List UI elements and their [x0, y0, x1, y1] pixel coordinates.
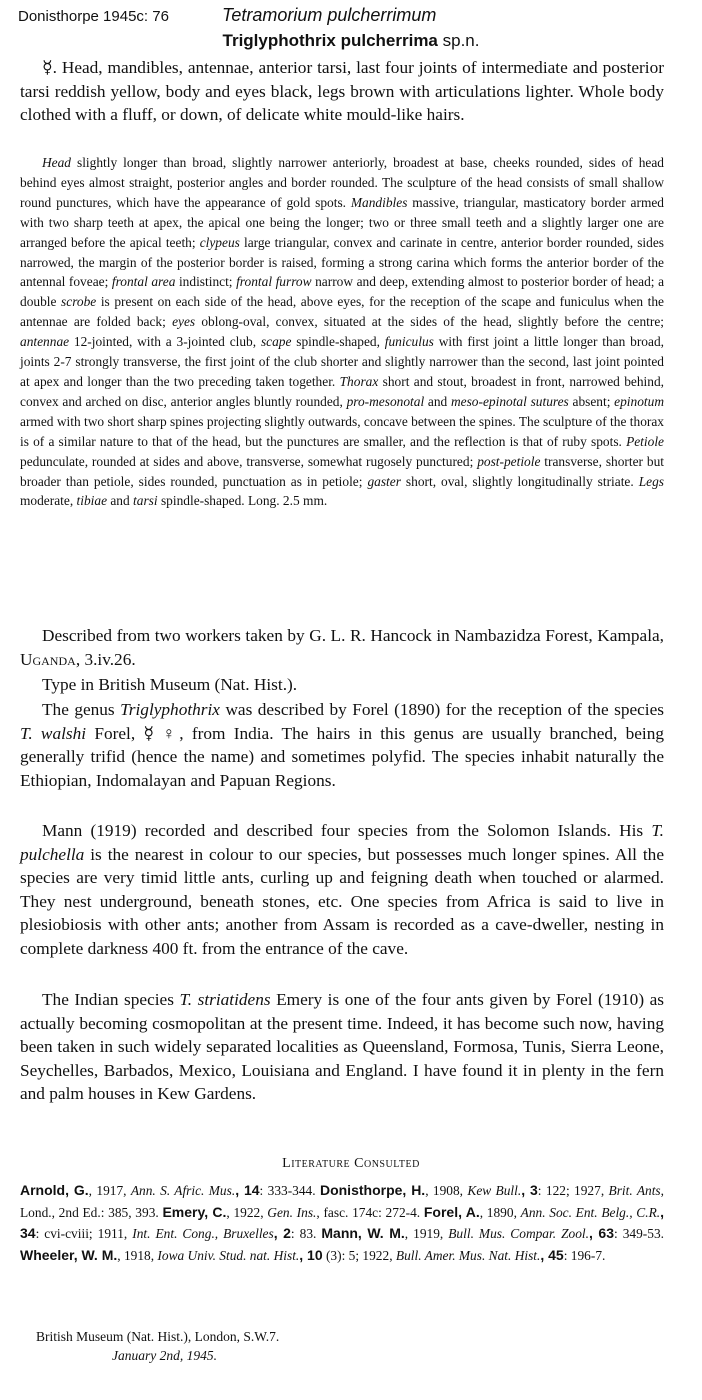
ref-text: : 83. — [290, 1226, 322, 1241]
material-text — [20, 624, 664, 671]
ref-volume: , 63 — [588, 1225, 614, 1241]
label-epinotum: epinotum — [614, 393, 665, 409]
ref-journal: Int. Ent. Cong., Bruxelles — [132, 1226, 274, 1241]
text-head: slightly longer than broad, slightly narrower anteriorly, broadest at base, cheeks rounded, sides of head behind eyes almost straight, posterior angles and border rounded. The sculpture of the head consists of small shallow round punctures, which have the appearance of gold spots. — [20, 155, 664, 210]
literature-heading: Literature Consulted — [282, 1156, 420, 1171]
text-epinotum: armed with two short sharp spines projecting slightly outwards, concave between the spines. The sculpture of the thorax is of a similar nature to that of the head, but the punctures are smaller, and the reflection is that of ruby spots. — [20, 413, 664, 449]
text-legs: moderate, — [20, 493, 77, 509]
ref-text: : 122; 1927, — [537, 1183, 609, 1198]
mann-text — [20, 819, 664, 961]
label-frontal-area: frontal area — [111, 274, 176, 290]
label-frontal-furrow: frontal furrow — [236, 274, 312, 290]
text-sutures-and: and — [424, 393, 451, 409]
species-status: sp.n. — [442, 31, 480, 50]
label-eyes: eyes — [172, 314, 196, 330]
species-title — [0, 31, 702, 51]
ref-text: (3): 5; 1922, — [322, 1247, 396, 1263]
indian-species-text — [20, 988, 664, 1106]
ref-volume: , 10 — [299, 1246, 323, 1263]
ref-journal: Bull. Amer. Mus. Nat. Hist. — [395, 1247, 541, 1263]
label-sutures-2: meso-epinotal sutures — [450, 393, 569, 409]
text-antennae: 12-jointed, with a 3-jointed club, — [69, 334, 261, 350]
material-country: Uganda — [20, 649, 76, 669]
text-eyes: oblong-oval, convex, situated at the sides of the head, slightly before the centre; — [195, 314, 664, 330]
ref-author-emery: Emery, C. — [162, 1203, 227, 1220]
genus-text-b: was described by Forel (1890) for the reception of the species — [219, 700, 664, 719]
label-tibiae: tibiae — [76, 493, 108, 509]
ref-text: , 1917, — [88, 1183, 131, 1198]
indian-text-b: Emery is one of the four ants given by Forel (1910) as actually becoming cosmopolitan at the present time. Indeed, it has become such now, having been taken in such widely separated localities as Queensland, Formosa, Tunis, Sierra Leone, Seychelles, Barbados, Mexico, Louisiana and England. I have found it in plenty in the fern and palm houses in Kew Gardens. — [20, 990, 664, 1104]
label-scape: scape — [260, 334, 292, 350]
type-paragraph — [20, 673, 664, 697]
ref-author-donisthorpe: Donisthorpe, H. — [319, 1182, 426, 1198]
label-thorax: Thorax — [339, 373, 379, 389]
ref-author-mann: Mann, W. M. — [321, 1225, 405, 1241]
citation-reference: Donisthorpe 1945c: 76 — [18, 8, 169, 25]
material-text-b: , 3.iv.26. — [75, 649, 136, 669]
ref-journal: Brit. Ants — [608, 1183, 661, 1198]
indian-species-paragraph — [20, 988, 664, 1106]
ref-volume: , 14 — [235, 1182, 260, 1198]
ref-journal: Ann. Soc. Ent. Belg., C.R. — [520, 1204, 661, 1220]
label-petiole: Petiole — [626, 433, 664, 449]
ref-volume: , 34 — [20, 1203, 664, 1241]
genus-text-c: Forel, ☿ ♀, from India. The hairs in this genus are usually branched, being generally trifid (hence the name) and sometimes polyfid. The species inhabit naturally the Ethiopian, Indomalayan and Papuan Regions. — [20, 723, 664, 790]
ref-author-forel: Forel, A. — [423, 1203, 480, 1220]
text-sutures: absent; — [568, 393, 615, 409]
text-gaster: short, oval, slightly longitudinally striate. — [400, 473, 639, 489]
label-antennae: antennae — [20, 334, 70, 350]
ref-journal: Bull. Mus. Compar. Zool. — [448, 1226, 589, 1241]
text-postpetiole: transverse, shorter but broader than petiole, sides rounded, punctuation as in petiole; — [20, 453, 665, 489]
species-name: Triglyphothrix pulcherrima — [222, 31, 438, 50]
diagnosis-paragraph — [20, 56, 664, 127]
text-thorax: short and stout, broadest in front, narrowed behind, convex and arched on disc, anterior angles bluntly rounded, — [20, 373, 665, 409]
ref-text: : 349-53. — [613, 1226, 664, 1241]
genus-paragraph — [20, 698, 664, 792]
text-frontal-furrow: narrow and deep, extending almost to posterior border of head; a double — [20, 274, 665, 310]
label-gaster: gaster — [367, 473, 401, 489]
mann-species-name: T. pulchella — [20, 821, 664, 864]
ref-text: : 333-344. — [259, 1183, 320, 1198]
ref-text: , 1890, — [479, 1204, 521, 1220]
ref-journal: Gen. Ins. — [267, 1204, 317, 1220]
ref-text: , 1922, — [226, 1204, 268, 1220]
label-clypeus: clypeus — [199, 234, 240, 250]
type-text: Type in British Museum (Nat. Hist.). — [42, 675, 298, 694]
ref-journal: Kew Bull. — [467, 1183, 522, 1198]
ref-text: , 1908, — [425, 1183, 468, 1198]
current-taxon-name: Tetramorium pulcherrimum — [222, 5, 437, 25]
ref-journal: Ann. S. Afric. Mus. — [130, 1183, 236, 1198]
description-text — [20, 153, 664, 511]
ref-journal: Iowa Univ. Stud. nat. Hist. — [157, 1247, 300, 1263]
ref-volume: , 45 — [540, 1246, 564, 1263]
genus-name: Triglyphothrix — [120, 700, 220, 719]
author-address: British Museum (Nat. Hist.), London, S.W.7. — [36, 1329, 280, 1344]
genus-species-name: T. walshi — [20, 723, 87, 743]
label-funiculus: funiculus — [384, 334, 434, 350]
mann-paragraph — [20, 819, 664, 961]
material-text-a: Described from two workers taken by G. L. R. Hancock in Nambazidza Forest, Kampala, — [42, 626, 664, 645]
ref-text: , fasc. 174c: 272-4. — [316, 1204, 424, 1220]
ref-volume: , 3 — [521, 1182, 538, 1198]
text-funiculus: with first joint a little longer than broad, joints 2-7 strongly transverse, the first joint of the club shorter and slightly narrower than the second, last joint pointed at apex and longer than the two preceding taken together. — [20, 334, 664, 389]
genus-text — [20, 698, 664, 792]
ref-text: , 1919, — [404, 1226, 449, 1241]
material-paragraph — [20, 624, 664, 671]
genus-text-a: The genus — [42, 700, 121, 719]
text-clypeus: large triangular, convex and carinate in centre, anterior border rounded, sides narrowed, the margin of the posterior border is raised, forming a strong carina which forms the anterior border of the antennal foveae; — [20, 234, 664, 290]
mann-text-a: Mann (1919) recorded and described four species from the Solomon Islands. His — [42, 821, 652, 840]
text-tarsi: spindle-shaped. Long. 2.5 mm. — [157, 493, 328, 509]
indian-species-name: T. striatidens — [179, 990, 271, 1009]
ref-text: : 196-7. — [563, 1247, 606, 1263]
literature-list — [20, 1180, 664, 1266]
text-tibiae-and: and — [107, 493, 134, 509]
ref-text: , Lond., 2nd Ed.: 385, 393. — [20, 1183, 664, 1220]
signature-date: January 2nd, 1945. — [112, 1348, 217, 1363]
ref-author-wheeler: Wheeler, W. M. — [20, 1246, 118, 1263]
label-tarsi: tarsi — [133, 493, 158, 509]
text-frontal-area: indistinct; — [175, 274, 237, 290]
description-paragraph — [20, 153, 664, 511]
text-scape: spindle-shaped, — [291, 334, 385, 350]
label-mandibles: Mandibles — [350, 194, 408, 210]
ref-text: : cvi-cviii; 1911, — [35, 1226, 133, 1241]
diagnosis-text: ☿. Head, mandibles, antennae, anterior tarsi, last four joints of intermediate and posterior tarsi reddish yellow, body and eyes black, legs brown with articulations lighter. Whole body clothed with a fluff, or down, of delicate white mould-like hairs. — [20, 58, 664, 125]
label-legs: Legs — [638, 473, 664, 489]
text-scrobe: is present on each side of the head, above eyes, for the reception of the scape and funiculus when the antennae are folded back; — [20, 294, 664, 330]
label-sutures: pro-mesonotal — [346, 393, 425, 409]
label-head: Head — [42, 155, 72, 170]
ref-volume: , 2 — [273, 1225, 291, 1241]
label-postpetiole: post-petiole — [477, 453, 541, 469]
label-scrobe: scrobe — [61, 294, 97, 310]
ref-author-arnold: Arnold, G. — [20, 1182, 89, 1198]
text-mandibles: massive, triangular, masticatory border armed with two sharp teeth at apex, the apical one being the longer; two or three small teeth and a slightly larger one are arranged before the apical teeth; — [20, 194, 664, 250]
ref-text: , 1918, — [117, 1247, 158, 1263]
mann-text-b: is the nearest in colour to our species, but possesses much longer spines. All the species are very timid little ants, curling up and feigning death when touched or alarmed. They nest underground, beneath stones, etc. One species from Africa is said to live in plesiobiosis with other ants; another from Assam is recorded as a cave-dweller, nesting in complete darkness 400 ft. from the entrance of the cave. — [20, 844, 664, 958]
text-petiole: pedunculate, rounded at sides and above, transverse, somewhat rugosely punctured; — [20, 453, 478, 469]
indian-text-a: The Indian species — [42, 990, 180, 1009]
